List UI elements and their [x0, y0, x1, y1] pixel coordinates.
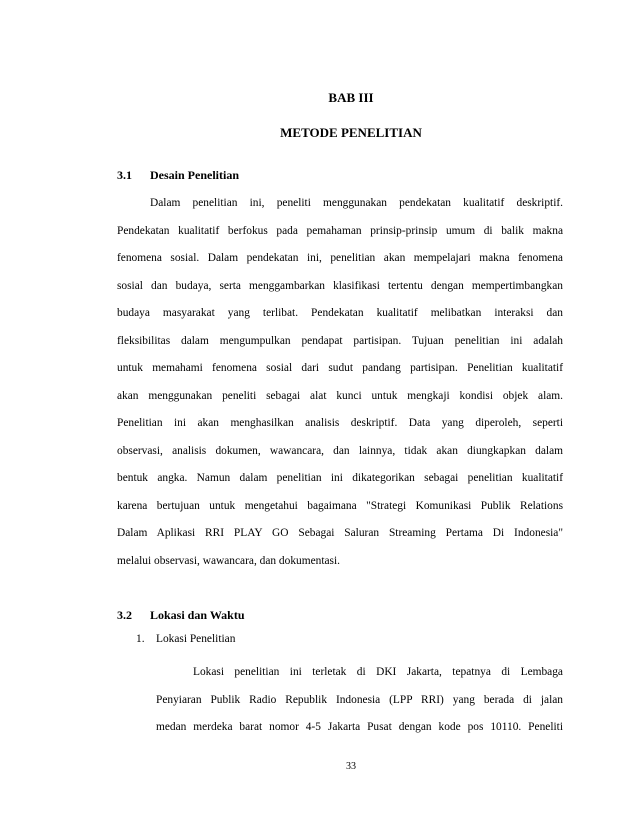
paragraph-line: karena bertujuan untuk mengetahui bagaimana "Strategi Komunikasi Publik Relations [117, 499, 563, 512]
list-item-number: 1. [136, 633, 145, 645]
paragraph-line: Penyiaran Publik Radio Republik Indonesia (LPP RRI) yang berada di jalan [156, 693, 563, 706]
page-number: 33 [346, 761, 356, 772]
chapter-title: METODE PENELITIAN [280, 125, 422, 140]
paragraph-line: fleksibilitas dalam mengumpulkan pendapat partisipan. Tujuan penelitian ini adalah [117, 334, 563, 347]
list-item-label: Lokasi Penelitian [156, 633, 236, 645]
paragraph-line: melalui observasi, wawancara, dan dokumentasi. [117, 554, 340, 567]
paragraph-line: fenomena sosial. Dalam pendekatan ini, penelitian akan mempelajari makna fenomena [117, 252, 563, 264]
paragraph-line: Dalam Aplikasi RRI PLAY GO Sebagai Saluran Streaming Pertama Di Indonesia" [117, 527, 563, 539]
section-heading-3-2 [117, 608, 245, 623]
section-number: 3.2 [117, 608, 132, 622]
section-heading-3-1 [117, 168, 239, 183]
paragraph-line: Dalam penelitian ini, peneliti menggunakan pendekatan kualitatif deskriptif. [150, 197, 563, 209]
paragraph-line: bentuk angka. Namun dalam penelitian ini dikategorikan sebagai penelitian kualitatif [117, 472, 563, 484]
paragraph-line: budaya masyarakat yang terlibat. Pendekatan kualitatif melibatkan interaksi dan [117, 307, 563, 319]
list-item-lokasi-penelitian [136, 633, 235, 645]
paragraph-line: medan merdeka barat nomor 4-5 Jakarta Pusat dengan kode pos 10110. Peneliti [156, 721, 563, 733]
section-title: Lokasi dan Waktu [150, 608, 245, 622]
section-number: 3.1 [117, 168, 132, 182]
paragraph-line: sosial dan budaya, serta menggambarkan klasifikasi tertentu dengan mempertimbangkan [117, 279, 563, 292]
section-title: Desain Penelitian [150, 168, 239, 182]
paragraph-line: untuk memahami fenomena sosial dari sudut pandang partisipan. Penelitian kualitatif [117, 362, 563, 374]
paragraph-line: akan menggunakan peneliti sebagai alat kunci untuk mengkaji kondisi objek alam. [117, 389, 563, 402]
paragraph-line: Pendekatan kualitatif berfokus pada pemahaman prinsip-prinsip umum di balik makna [117, 224, 563, 237]
paragraph-line: observasi, analisis dokumen, wawancara, dan lainnya, tidak akan diungkapkan dalam [117, 444, 563, 457]
chapter-number: BAB III [328, 90, 374, 105]
paragraph-lokasi-penelitian [156, 659, 563, 742]
paragraph-desain-penelitian [117, 190, 563, 575]
paragraph-line: Penelitian ini akan menghasilkan analisis deskriptif. Data yang diperoleh, seperti [117, 417, 563, 429]
paragraph-line: Lokasi penelitian ini terletak di DKI Jakarta, tepatnya di Lembaga [193, 666, 563, 678]
